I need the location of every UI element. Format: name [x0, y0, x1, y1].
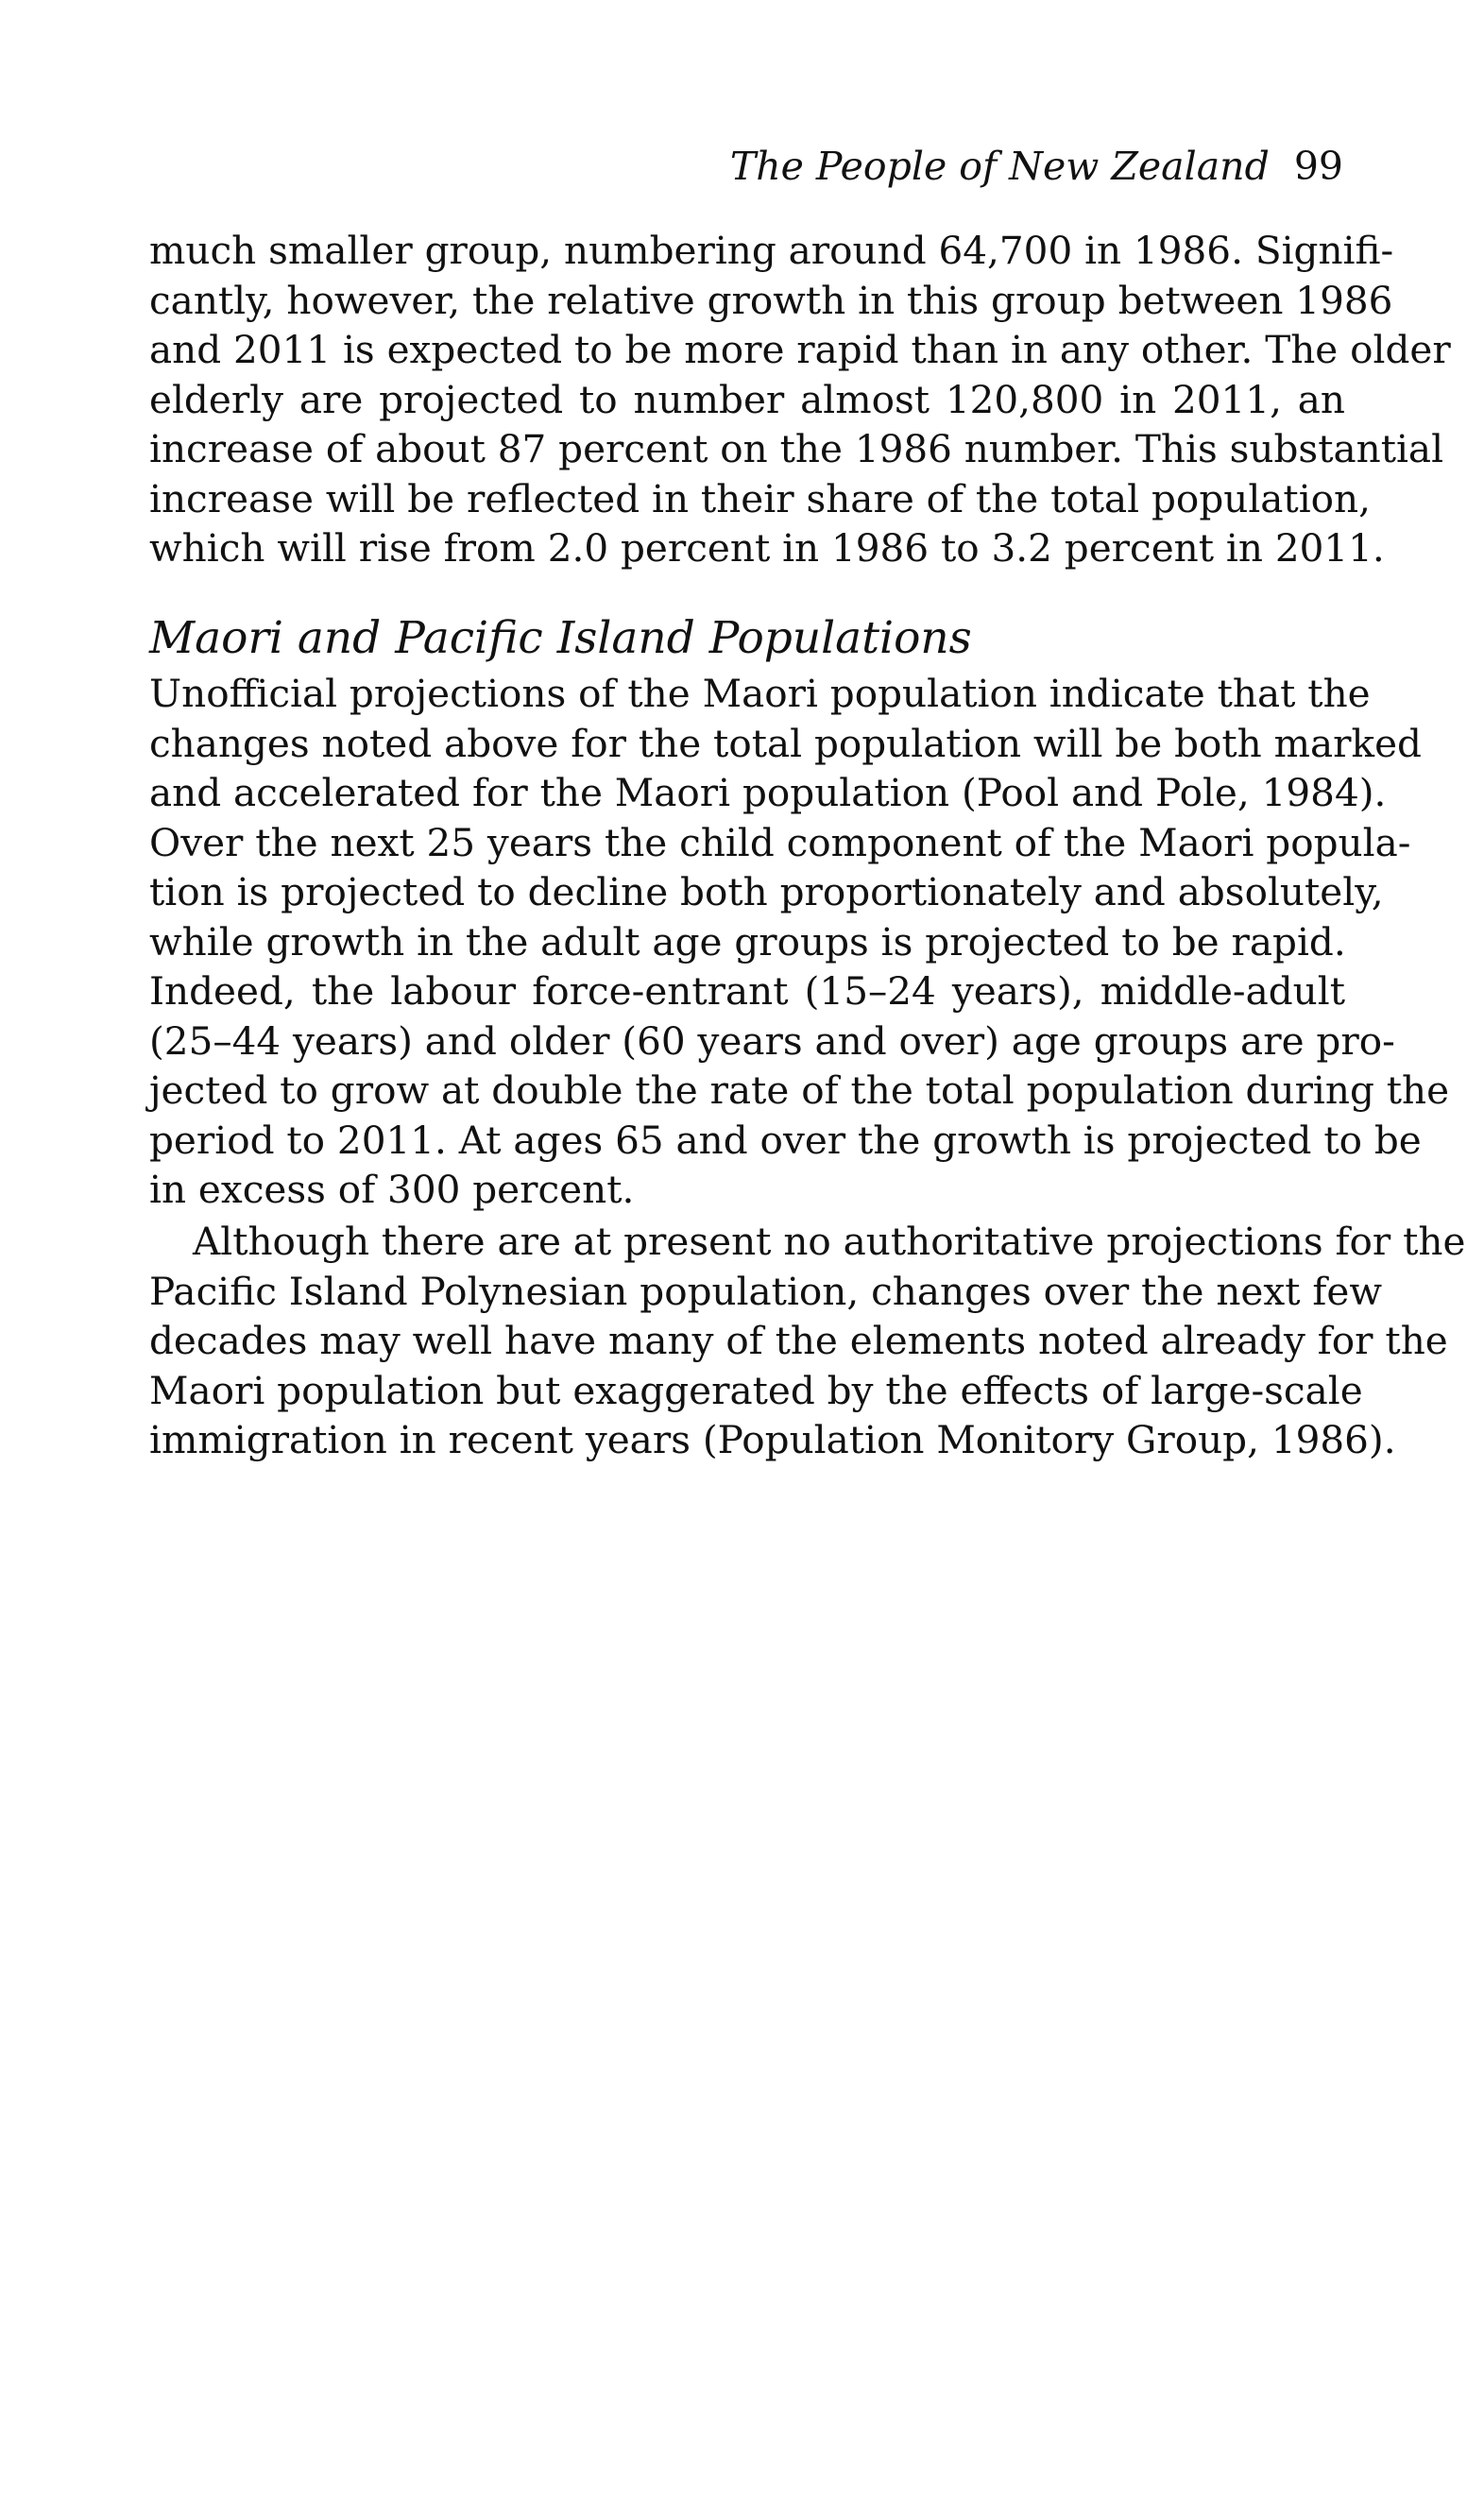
text-line: elderly are projected to number almost 120,800 in 2011, an	[149, 376, 1345, 422]
text-line: much smaller group, numbering around 64,700 in 1986. Signifi-	[149, 228, 1394, 273]
text-line: Although there are at present no authoritative projections for the	[193, 1219, 1466, 1264]
text-line: decades may well have many of the elements noted already for the	[149, 1318, 1448, 1363]
text-line: Unofficial projections of the Maori population indicate that the	[149, 671, 1371, 716]
text-line: immigration in recent years (Population Monitory Group, 1986).	[149, 1417, 1396, 1462]
paragraph-older-elderly	[149, 226, 1451, 573]
text-line: increase will be reflected in their share of the total population,	[149, 475, 1371, 521]
paragraph-pacific-island	[149, 1217, 1466, 1465]
text-line: in excess of 300 percent.	[149, 1167, 635, 1212]
text-line: which will rise from 2.0 percent in 1986 to 3.2 percent in 2011.	[149, 525, 1385, 571]
page-number: 99	[1293, 144, 1343, 189]
text-line: (25–44 years) and older (60 years and over) age groups are pro-	[149, 1017, 1395, 1064]
text-line: Pacific Island Polynesian population, changes over the next few	[149, 1268, 1382, 1314]
text-line: Indeed, the labour force-entrant (15–24 years), middle-adult	[149, 968, 1345, 1014]
text-line: and 2011 is expected to be more rapid than in any other. The older	[149, 327, 1451, 372]
section-heading: Maori and Pacific Island Populations	[149, 612, 972, 664]
text-line: changes noted above for the total population will be both marked	[149, 720, 1422, 766]
text-line: increase of about 87 percent on the 1986 number. This substantial	[149, 426, 1444, 471]
paragraph-maori-projections	[149, 669, 1450, 1215]
text-line: and accelerated for the Maori population (Pool and Pole, 1984).	[149, 770, 1387, 815]
running-title: The People of New Zealand	[729, 144, 1270, 189]
text-line: tion is projected to decline both proportionately and absolutely,	[149, 869, 1384, 914]
text-line: period to 2011. At ages 65 and over the growth is projected to be	[149, 1117, 1422, 1163]
text-line: Maori population but exaggerated by the effects of large-scale	[149, 1367, 1363, 1413]
page-header	[730, 142, 1343, 191]
text-line: jected to grow at double the rate of the total population during the	[149, 1067, 1450, 1113]
text-line: Over the next 25 years the child component of the Maori popula-	[149, 819, 1411, 865]
text-line: while growth in the adult age groups is projected to be rapid.	[149, 918, 1346, 965]
text-line: cantly, however, the relative growth in this group between 1986	[149, 277, 1393, 323]
